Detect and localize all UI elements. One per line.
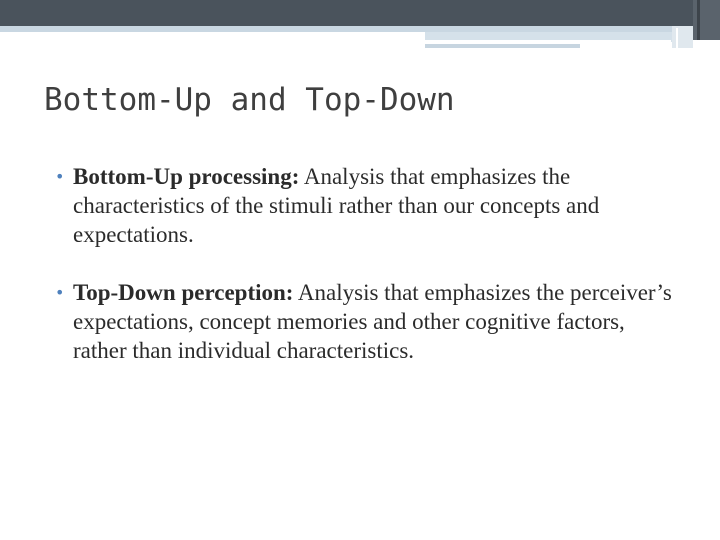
bullet-term: Bottom-Up processing: xyxy=(73,164,300,189)
header-accent-end-line xyxy=(676,28,678,48)
bullet-text: Analysis that emphasizes the characteristics of the stimuli rather than our concepts and expectations. xyxy=(73,164,600,247)
header-accent-line xyxy=(425,40,671,42)
bullet-term: Top-Down perception: xyxy=(73,280,294,305)
bullet-item-top-down xyxy=(53,278,683,365)
bullet-item-bottom-up xyxy=(53,162,683,249)
header-band xyxy=(0,0,720,26)
bullet-text: Analysis that emphasizes the perceiver’s expectations, concept memories and other cognitive factors, rather than individual characteristics. xyxy=(73,280,672,363)
slide-title: Bottom-Up and Top-Down xyxy=(44,82,455,118)
header-band-stripe xyxy=(697,0,700,40)
bullet-icon: • xyxy=(55,283,65,302)
bullet-icon: • xyxy=(55,167,65,186)
bullet-list xyxy=(53,162,683,394)
header-accent-bar-short xyxy=(425,44,580,48)
